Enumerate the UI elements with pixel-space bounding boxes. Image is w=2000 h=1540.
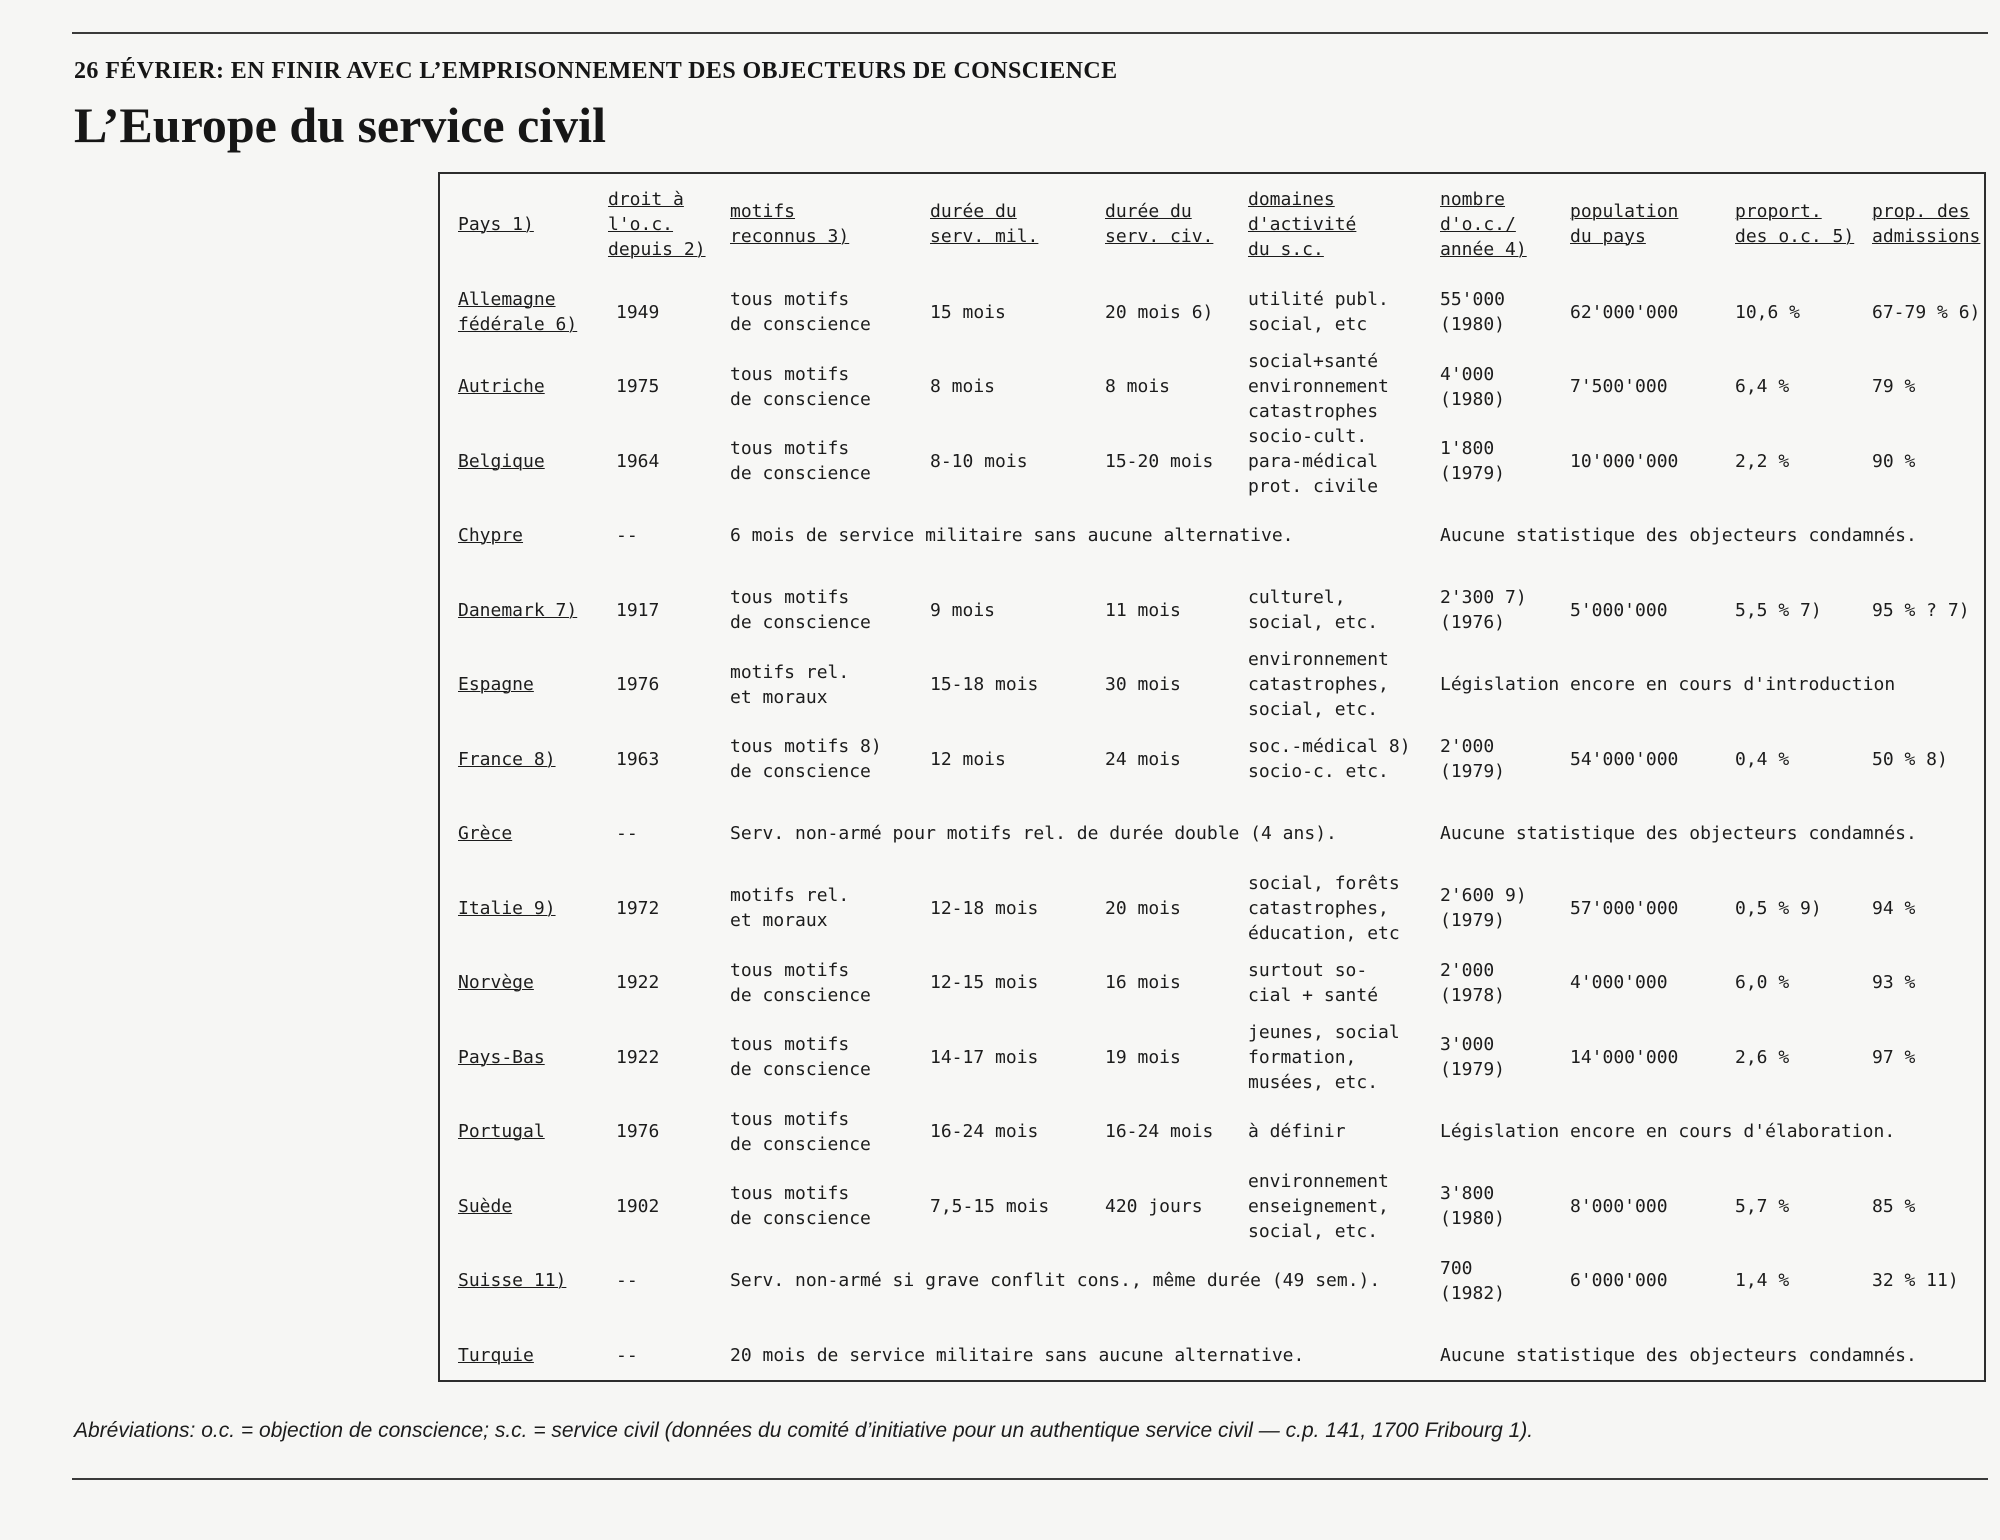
droit-year: 1976	[616, 1121, 660, 1142]
droit-year: 1902	[616, 1195, 660, 1217]
proport-cell: 1,4 %	[1735, 1270, 1790, 1291]
droit-year: 1922	[616, 972, 660, 993]
civ-duration: 15-20 mois	[1105, 450, 1214, 472]
country-name: Chypre	[458, 525, 524, 546]
prop-cell: 97 %	[1872, 1046, 1916, 1068]
top-rule	[72, 32, 1988, 34]
country-name: Suède	[458, 1195, 513, 1217]
motifs-cell: tous motifs de conscience	[730, 438, 871, 484]
row-statistics-note: Aucune statistique des objecteurs condamnés.	[1440, 525, 1917, 546]
prop-cell: 90 %	[1872, 450, 1916, 472]
population-cell: 54'000'000	[1570, 748, 1679, 770]
motifs-cell: tous motifs 8) de conscience	[730, 736, 882, 782]
country-name: Suisse 11)	[458, 1270, 567, 1291]
row-statistics-note: Aucune statistique des objecteurs condamnés.	[1440, 823, 1917, 844]
motifs-cell: tous motifs de conscience	[730, 1034, 871, 1080]
domaines-cell: à définir	[1248, 1121, 1346, 1142]
motifs-cell: tous motifs de conscience	[730, 587, 871, 633]
article-title: L’Europe du service civil	[74, 97, 606, 153]
population-cell: 5'000'000	[1570, 599, 1668, 621]
population-cell: 4'000'000	[1570, 972, 1668, 993]
droit-year: 1963	[616, 748, 660, 770]
row-note: 6 mois de service militaire sans aucune alternative.	[730, 525, 1294, 546]
nombre-cell: 3'800 (1980)	[1440, 1183, 1506, 1229]
civ-duration: 16-24 mois	[1105, 1121, 1214, 1142]
motifs-cell: tous motifs de conscience	[730, 959, 871, 1006]
domaines-cell: social, forêts catastrophes, éducation, etc	[1248, 872, 1400, 944]
proport-cell: 0,4 %	[1735, 748, 1790, 770]
motifs-cell: tous motifs de conscience	[730, 363, 871, 410]
domaines-cell: socio-cult. para-médical prot. civile	[1248, 425, 1379, 497]
droit-year: 1976	[616, 674, 660, 695]
service-civil-table	[438, 172, 1986, 1382]
proport-cell: 5,5 % 7)	[1735, 599, 1822, 621]
country-name: Allemagne fédérale 6)	[458, 289, 578, 335]
civ-duration: 30 mois	[1105, 674, 1181, 695]
country-name: Grèce	[458, 823, 513, 844]
nombre-cell: 2'300 7) (1976)	[1440, 587, 1527, 633]
domaines-cell: soc.-médical 8) socio-c. etc.	[1248, 736, 1411, 782]
prop-cell: 93 %	[1872, 972, 1916, 993]
civ-duration: 20 mois 6)	[1105, 301, 1214, 323]
prop-cell: 85 %	[1872, 1195, 1916, 1217]
motifs-cell: tous motifs de conscience	[730, 1183, 871, 1229]
prop-cell: 67-79 % 6)	[1872, 301, 1981, 323]
prop-cell: 79 %	[1872, 376, 1916, 397]
row-note: 20 mois de service militaire sans aucune alternative.	[730, 1344, 1305, 1366]
country-name: France 8)	[458, 748, 556, 770]
header-pays: Pays 1)	[458, 213, 534, 235]
nombre-cell: 2'000 (1978)	[1440, 959, 1506, 1006]
population-cell: 57'000'000	[1570, 897, 1679, 919]
mil-duration: 12 mois	[930, 748, 1006, 770]
motifs-cell: motifs rel. et moraux	[730, 661, 850, 708]
mil-duration: 14-17 mois	[930, 1046, 1039, 1068]
abbreviations-caption: Abréviations: o.c. = objection de conscience; s.c. = service civil (données du comité d’initiative pour un authentique service civil — c.p. 141, 1700 Fribourg 1).	[74, 1419, 1534, 1442]
droit-year: 1964	[616, 450, 660, 472]
header-motifs: motifs reconnus 3)	[730, 201, 850, 247]
motifs-cell: tous motifs de conscience	[730, 1108, 871, 1155]
population-cell: 7'500'000	[1570, 376, 1668, 397]
droit-year: --	[616, 525, 638, 546]
domaines-cell: utilité publ. social, etc	[1248, 289, 1389, 335]
country-name: Autriche	[458, 376, 545, 397]
droit-year: --	[616, 1344, 638, 1366]
droit-year: 1975	[616, 376, 660, 397]
header-population: population du pays	[1570, 201, 1679, 247]
nombre-cell: 700 (1982)	[1440, 1257, 1506, 1304]
nombre-cell: 2'000 (1979)	[1440, 736, 1506, 782]
civ-duration: 420 jours	[1105, 1195, 1203, 1217]
civ-duration: 8 mois	[1105, 376, 1171, 397]
nombre-cell: 55'000 (1980)	[1440, 289, 1506, 335]
mil-duration: 15-18 mois	[930, 674, 1039, 695]
prop-cell: 50 % 8)	[1872, 748, 1948, 770]
droit-year: --	[616, 1270, 638, 1291]
proport-cell: 6,4 %	[1735, 376, 1790, 397]
mil-duration: 16-24 mois	[930, 1121, 1039, 1142]
nombre-cell: 3'000 (1979)	[1440, 1034, 1506, 1080]
proport-cell: 10,6 %	[1735, 301, 1801, 323]
mil-duration: 15 mois	[930, 301, 1006, 323]
header-proport: proport. des o.c. 5)	[1735, 201, 1855, 247]
mil-duration: 12-18 mois	[930, 897, 1039, 919]
population-cell: 6'000'000	[1570, 1270, 1668, 1291]
droit-year: 1949	[616, 301, 660, 323]
droit-year: 1972	[616, 897, 660, 919]
proport-cell: 2,6 %	[1735, 1046, 1790, 1068]
population-cell: 10'000'000	[1570, 450, 1679, 472]
row-note: Serv. non-armé si grave conflit cons., même durée (49 sem.).	[730, 1270, 1381, 1291]
mil-duration: 12-15 mois	[930, 972, 1039, 993]
domaines-cell: environnement enseignement, social, etc.	[1248, 1170, 1389, 1242]
civ-duration: 19 mois	[1105, 1046, 1181, 1068]
country-name: Belgique	[458, 450, 545, 472]
civ-duration: 24 mois	[1105, 748, 1181, 770]
civ-duration: 16 mois	[1105, 972, 1181, 993]
country-name: Espagne	[458, 674, 534, 695]
row-statistics-note: Législation encore en cours d'introduction	[1440, 674, 1896, 695]
country-name: Turquie	[458, 1344, 534, 1366]
header-prop: prop. des admissions	[1872, 201, 1981, 247]
domaines-cell: jeunes, social formation, musées, etc.	[1248, 1021, 1400, 1093]
mil-duration: 8-10 mois	[930, 450, 1028, 472]
country-name: Portugal	[458, 1121, 545, 1142]
nombre-cell: 1'800 (1979)	[1440, 438, 1506, 484]
droit-year: 1917	[616, 599, 660, 621]
nombre-cell: 4'000 (1980)	[1440, 363, 1506, 410]
header-droit: droit à l'o.c. depuis 2)	[608, 188, 706, 260]
country-name: Norvège	[458, 972, 534, 993]
header-mil: durée du serv. mil.	[930, 201, 1039, 247]
civ-duration: 11 mois	[1105, 599, 1181, 621]
motifs-cell: motifs rel. et moraux	[730, 885, 850, 931]
nombre-cell: 2'600 9) (1979)	[1440, 885, 1527, 931]
header-nombre: nombre d'o.c./ année 4)	[1440, 188, 1527, 260]
mil-duration: 7,5-15 mois	[930, 1195, 1050, 1217]
country-name: Pays-Bas	[458, 1046, 545, 1068]
row-note: Serv. non-armé pour motifs rel. de durée double (4 ans).	[730, 823, 1337, 844]
population-cell: 14'000'000	[1570, 1046, 1679, 1068]
row-statistics-note: Aucune statistique des objecteurs condamnés.	[1440, 1344, 1917, 1366]
domaines-cell: social+santé environnement catastrophes	[1248, 351, 1389, 422]
header-domaines: domaines d'activité du s.c.	[1248, 188, 1357, 260]
droit-year: --	[616, 823, 638, 844]
mil-duration: 8 mois	[930, 376, 996, 397]
motifs-cell: tous motifs de conscience	[730, 289, 871, 335]
prop-cell: 94 %	[1872, 897, 1916, 919]
header-civ: durée du serv. civ.	[1105, 201, 1214, 247]
prop-cell: 95 % ? 7)	[1872, 599, 1970, 621]
population-cell: 62'000'000	[1570, 301, 1679, 323]
population-cell: 8'000'000	[1570, 1195, 1668, 1217]
domaines-cell: culturel, social, etc.	[1248, 587, 1379, 633]
mil-duration: 9 mois	[930, 599, 996, 621]
civ-duration: 20 mois	[1105, 897, 1181, 919]
bottom-rule	[72, 1478, 1988, 1480]
domaines-cell: surtout so- cial + santé	[1248, 959, 1379, 1006]
country-name: Danemark 7)	[458, 599, 578, 621]
proport-cell: 5,7 %	[1735, 1195, 1790, 1217]
proport-cell: 6,0 %	[1735, 972, 1790, 993]
article-kicker: 26 FÉVRIER: EN FINIR AVEC L’EMPRISONNEMENT DES OBJECTEURS DE CONSCIENCE	[74, 58, 1118, 84]
row-statistics-note: Législation encore en cours d'élaboration.	[1440, 1121, 1896, 1142]
proport-cell: 0,5 % 9)	[1735, 897, 1822, 919]
domaines-cell: environnement catastrophes, social, etc.	[1248, 649, 1389, 720]
droit-year: 1922	[616, 1046, 660, 1068]
proport-cell: 2,2 %	[1735, 450, 1790, 472]
country-name: Italie 9)	[458, 897, 556, 919]
prop-cell: 32 % 11)	[1872, 1270, 1959, 1291]
